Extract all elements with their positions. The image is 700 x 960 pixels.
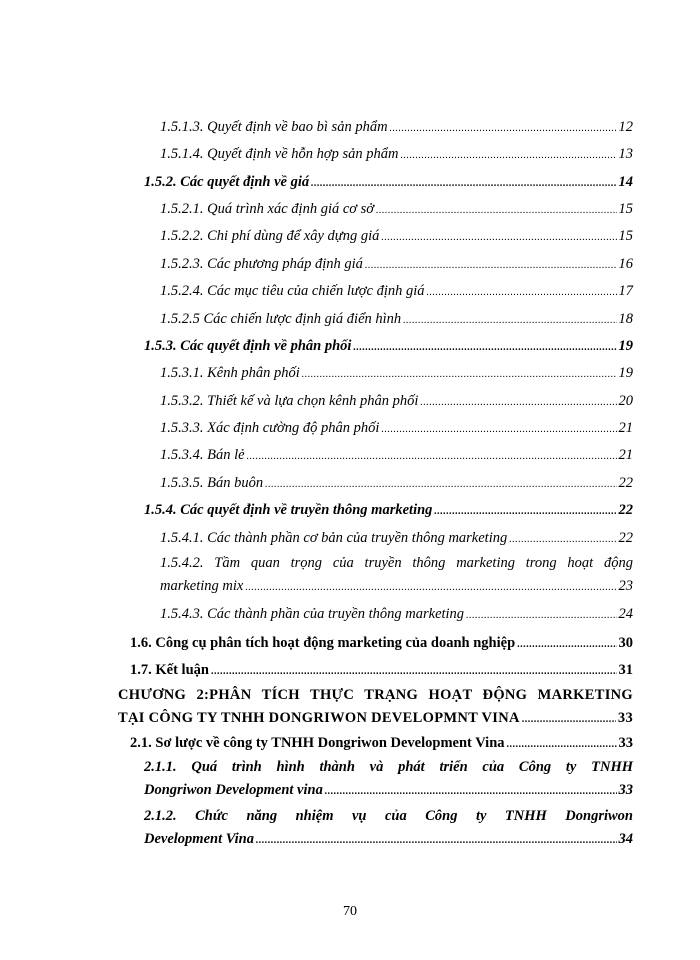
toc-entry xyxy=(160,604,633,626)
toc-entry-title: 1.5.2.4. Các mục tiêu của chiến lược định giá xyxy=(160,283,425,299)
dot-leader xyxy=(401,146,617,166)
toc-entry-page: 19 xyxy=(618,365,633,381)
toc-entry xyxy=(130,660,633,682)
toc-entry-title: 1.5.2.3. Các phương pháp định giá xyxy=(160,256,363,272)
toc-entry-page: 21 xyxy=(618,447,633,463)
toc-entry-title: 1.5.4.1. Các thành phần cơ bản của truyền thông marketing xyxy=(160,530,508,546)
toc-entry-title: 1.5.3.2. Thiết kế và lựa chọn kênh phân phối xyxy=(160,393,419,409)
toc-entry-title-line1: 1.5.4.2. Tầm quan trọng của truyền thông marketing trong hoạt động xyxy=(160,555,633,571)
toc-entry-page: 22 xyxy=(618,475,633,491)
dot-leader xyxy=(211,662,617,682)
toc-entry-title-line2: Dongriwon Development vina xyxy=(144,782,323,798)
toc-entry-page: 12 xyxy=(618,119,633,135)
toc-entry-title-line1: 2.1.1. Quá trình hình thành và phát triển của Công ty TNHH xyxy=(144,759,633,775)
dot-leader xyxy=(302,365,617,385)
dot-leader xyxy=(365,256,617,276)
toc-entry-page: 31 xyxy=(618,662,633,678)
page-number: 70 xyxy=(343,904,357,919)
toc-entry xyxy=(130,633,633,655)
toc-entry xyxy=(118,708,633,730)
dot-leader xyxy=(507,735,617,755)
toc-entry xyxy=(144,336,633,358)
toc-entry xyxy=(144,500,633,522)
dot-leader xyxy=(390,119,617,139)
toc-entry-title-line1: 2.1.2. Chức năng nhiệm vụ của Công ty TNHH Dongriwon xyxy=(144,808,633,824)
toc-entry-page: 13 xyxy=(618,146,633,162)
toc-entry-page: 19 xyxy=(618,338,633,354)
toc-entry xyxy=(160,117,633,139)
toc-entry-title-line2: marketing mix xyxy=(160,578,244,594)
toc-entry xyxy=(160,144,633,166)
dot-leader xyxy=(247,447,617,467)
dot-leader xyxy=(381,420,616,440)
dot-leader xyxy=(256,831,617,851)
dot-leader xyxy=(420,393,616,413)
dot-leader xyxy=(466,606,616,626)
toc-entry xyxy=(160,281,633,303)
dot-leader xyxy=(403,311,616,331)
toc-entry-title: 1.5.3. Các quyết định về phân phối xyxy=(144,338,352,354)
toc-entry-page: 30 xyxy=(618,635,633,651)
toc-entry-page: 15 xyxy=(618,201,633,217)
chapter-heading-line1: CHƯƠNG 2:PHÂN TÍCH THỰC TRẠNG HOẠT ĐỘNG MARKETING xyxy=(118,687,633,703)
dot-leader xyxy=(434,502,616,522)
toc-entry-title: 1.5.2. Các quyết định về giá xyxy=(144,174,310,190)
toc-entry-title: 1.6. Công cụ phân tích hoạt động marketing của doanh nghiệp xyxy=(130,635,516,651)
toc-entry-page: 33 xyxy=(617,710,633,726)
toc-entry xyxy=(160,391,633,413)
toc-entry xyxy=(144,780,633,802)
toc-entry-title: 1.5.3.4. Bán lẻ xyxy=(160,447,245,463)
toc-entry-title: 1.5.1.4. Quyết định về hỗn hợp sản phẩm xyxy=(160,146,399,162)
toc-entry-page: 21 xyxy=(618,420,633,436)
toc-entry-page: 14 xyxy=(618,174,633,190)
dot-leader xyxy=(381,228,616,248)
toc-entry-title: 1.5.2.5 Các chiến lược định giá điển hình xyxy=(160,311,402,327)
toc-entry xyxy=(130,733,633,755)
toc-entry-title: 1.5.2.2. Chi phí dùng để xây dựng giá xyxy=(160,228,380,244)
toc-entry xyxy=(160,473,633,495)
toc-entry-title: 1.5.3.3. Xác định cường độ phân phối xyxy=(160,420,380,436)
toc-entry-title: 1.5.1.3. Quyết định về bao bì sản phẩm xyxy=(160,119,388,135)
toc-entry-title-line2: Development Vina xyxy=(144,831,254,847)
toc-entry xyxy=(160,199,633,221)
toc-entry-page: 22 xyxy=(618,530,633,546)
toc-entry xyxy=(160,226,633,248)
dot-leader xyxy=(517,635,616,655)
toc-entry xyxy=(144,172,633,194)
dot-leader xyxy=(245,578,616,598)
toc-entry-page: 15 xyxy=(618,228,633,244)
toc-entry-page: 17 xyxy=(618,283,633,299)
dot-leader xyxy=(325,782,617,802)
toc-entry xyxy=(160,418,633,440)
toc-entry-title: 1.5.2.1. Quá trình xác định giá cơ sở xyxy=(160,201,375,217)
chapter-heading-line2: TẠI CÔNG TY TNHH DONGRIWON DEVELOPMNT VINA xyxy=(118,710,520,726)
toc-entry-page: 18 xyxy=(618,311,633,327)
dot-leader xyxy=(427,283,617,303)
dot-leader xyxy=(265,475,616,495)
toc-entry-page: 33 xyxy=(618,782,633,798)
toc-entry-page: 34 xyxy=(618,831,633,847)
toc-entry-page: 24 xyxy=(618,606,633,622)
toc-entry-title: 1.7. Kết luận xyxy=(130,662,209,678)
toc-entry-title: 1.5.3.1. Kênh phân phối xyxy=(160,365,300,381)
toc-entry-page: 20 xyxy=(618,393,633,409)
toc-entry xyxy=(160,254,633,276)
dot-leader xyxy=(311,174,616,194)
dot-leader xyxy=(522,710,616,730)
toc-entry xyxy=(160,309,633,331)
dot-leader xyxy=(509,530,616,550)
toc-entry-page: 23 xyxy=(618,578,633,594)
toc-entry xyxy=(160,576,633,598)
toc-entry-page: 22 xyxy=(618,502,633,518)
dot-leader xyxy=(353,338,616,358)
toc-entry xyxy=(144,829,633,851)
toc-entry xyxy=(160,445,633,467)
toc-entry xyxy=(160,528,633,550)
toc-entry-page: 33 xyxy=(618,735,633,751)
toc-entry-title: 1.5.3.5. Bán buôn xyxy=(160,475,264,491)
toc-entry-title: 1.5.4. Các quyết định về truyền thông marketing xyxy=(144,502,433,518)
toc-entry-page: 16 xyxy=(618,256,633,272)
toc-entry xyxy=(160,363,633,385)
dot-leader xyxy=(376,201,616,221)
toc-entry-title: 1.5.4.3. Các thành phần của truyền thông marketing xyxy=(160,606,465,622)
toc-entry-title: 2.1. Sơ lược về công ty TNHH Dongriwon Development Vina xyxy=(130,735,505,751)
